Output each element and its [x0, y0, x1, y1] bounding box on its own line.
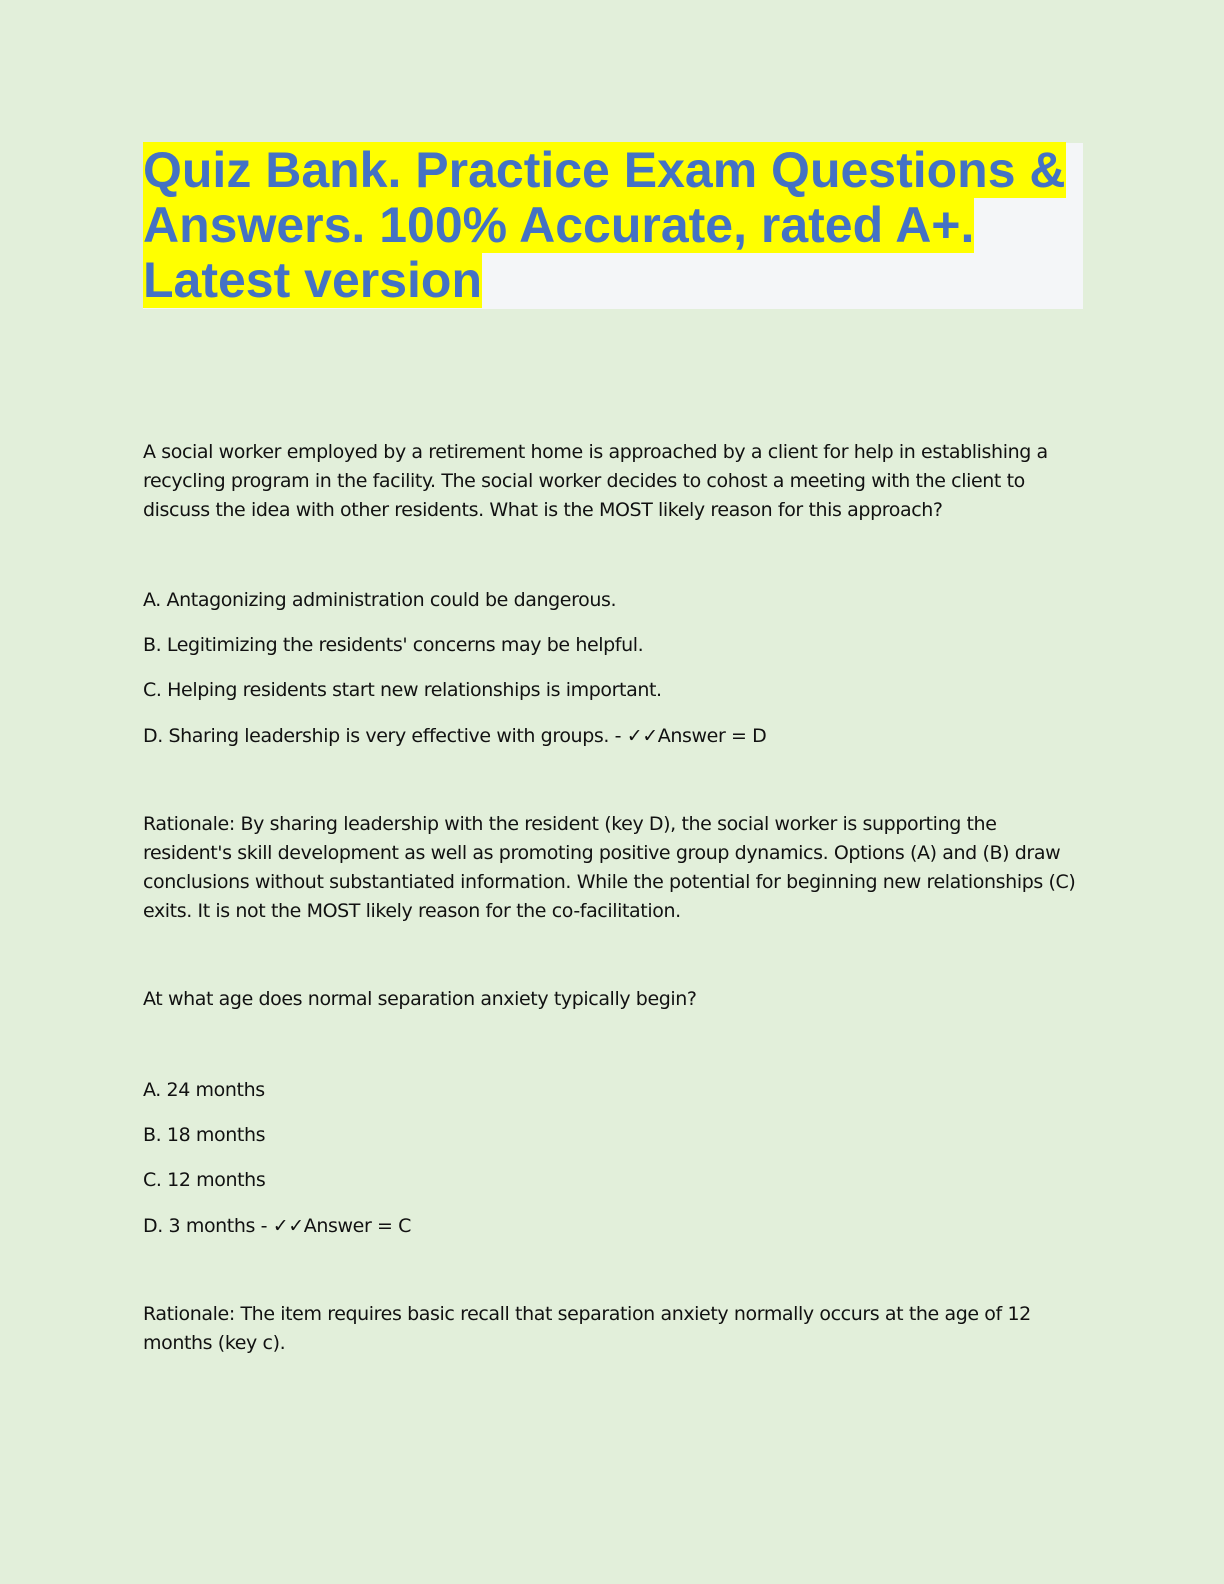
document-title	[143, 143, 1083, 308]
title-block	[143, 143, 1083, 309]
question-1-option-d-line	[143, 724, 766, 748]
question-2-stem: At what age does normal separation anxiety typically begin?	[143, 988, 697, 1010]
checkmark-icon: ✓✓	[626, 725, 658, 747]
question-1-option-b: B. Legitimizing the residents' concerns may be helpful.	[143, 634, 644, 656]
title-highlight: Quiz Bank. Practice Exam Questions & Answers. 100% Accurate, rated A+. Latest version	[143, 142, 1066, 308]
checkmark-icon: ✓✓	[272, 1215, 304, 1237]
question-2-rationale: Rationale: The item requires basic recall that separation anxiety normally occurs at the age of 12 months (key c).	[143, 1303, 1031, 1354]
question-1-stem: A social worker employed by a retirement home is approached by a client for help in establishing a recycling program in the facility. The social worker decides to cohost a meeting with the client to discuss the idea with other residents. What is the MOST likely reason for this approach?	[143, 441, 1048, 521]
question-1-option-d: D. Sharing leadership is very effective with groups. -	[143, 725, 622, 747]
question-1-answer: Answer = D	[657, 725, 767, 747]
question-2-answer: Answer = C	[303, 1215, 412, 1237]
question-2-option-d-line	[143, 1214, 411, 1238]
question-2-option-d: D. 3 months -	[143, 1215, 268, 1237]
question-1-rationale: Rationale: By sharing leadership with the resident (key D), the social worker is supporting the resident's skill development as well as promoting positive group dynamics. Options (A) and (B) draw conclusions without substantiated information. While the potential for beginning new relationships (C) exits. It is not the MOST likely reason for the co-facilitation.	[143, 813, 1076, 922]
question-2-option-c: C. 12 months	[143, 1169, 266, 1191]
question-1-option-c: C. Helping residents start new relationships is important.	[143, 679, 662, 701]
question-2-option-a: A. 24 months	[143, 1079, 265, 1101]
question-1-option-a: A. Antagonizing administration could be dangerous.	[143, 589, 617, 611]
question-2-option-b: B. 18 months	[143, 1124, 266, 1146]
